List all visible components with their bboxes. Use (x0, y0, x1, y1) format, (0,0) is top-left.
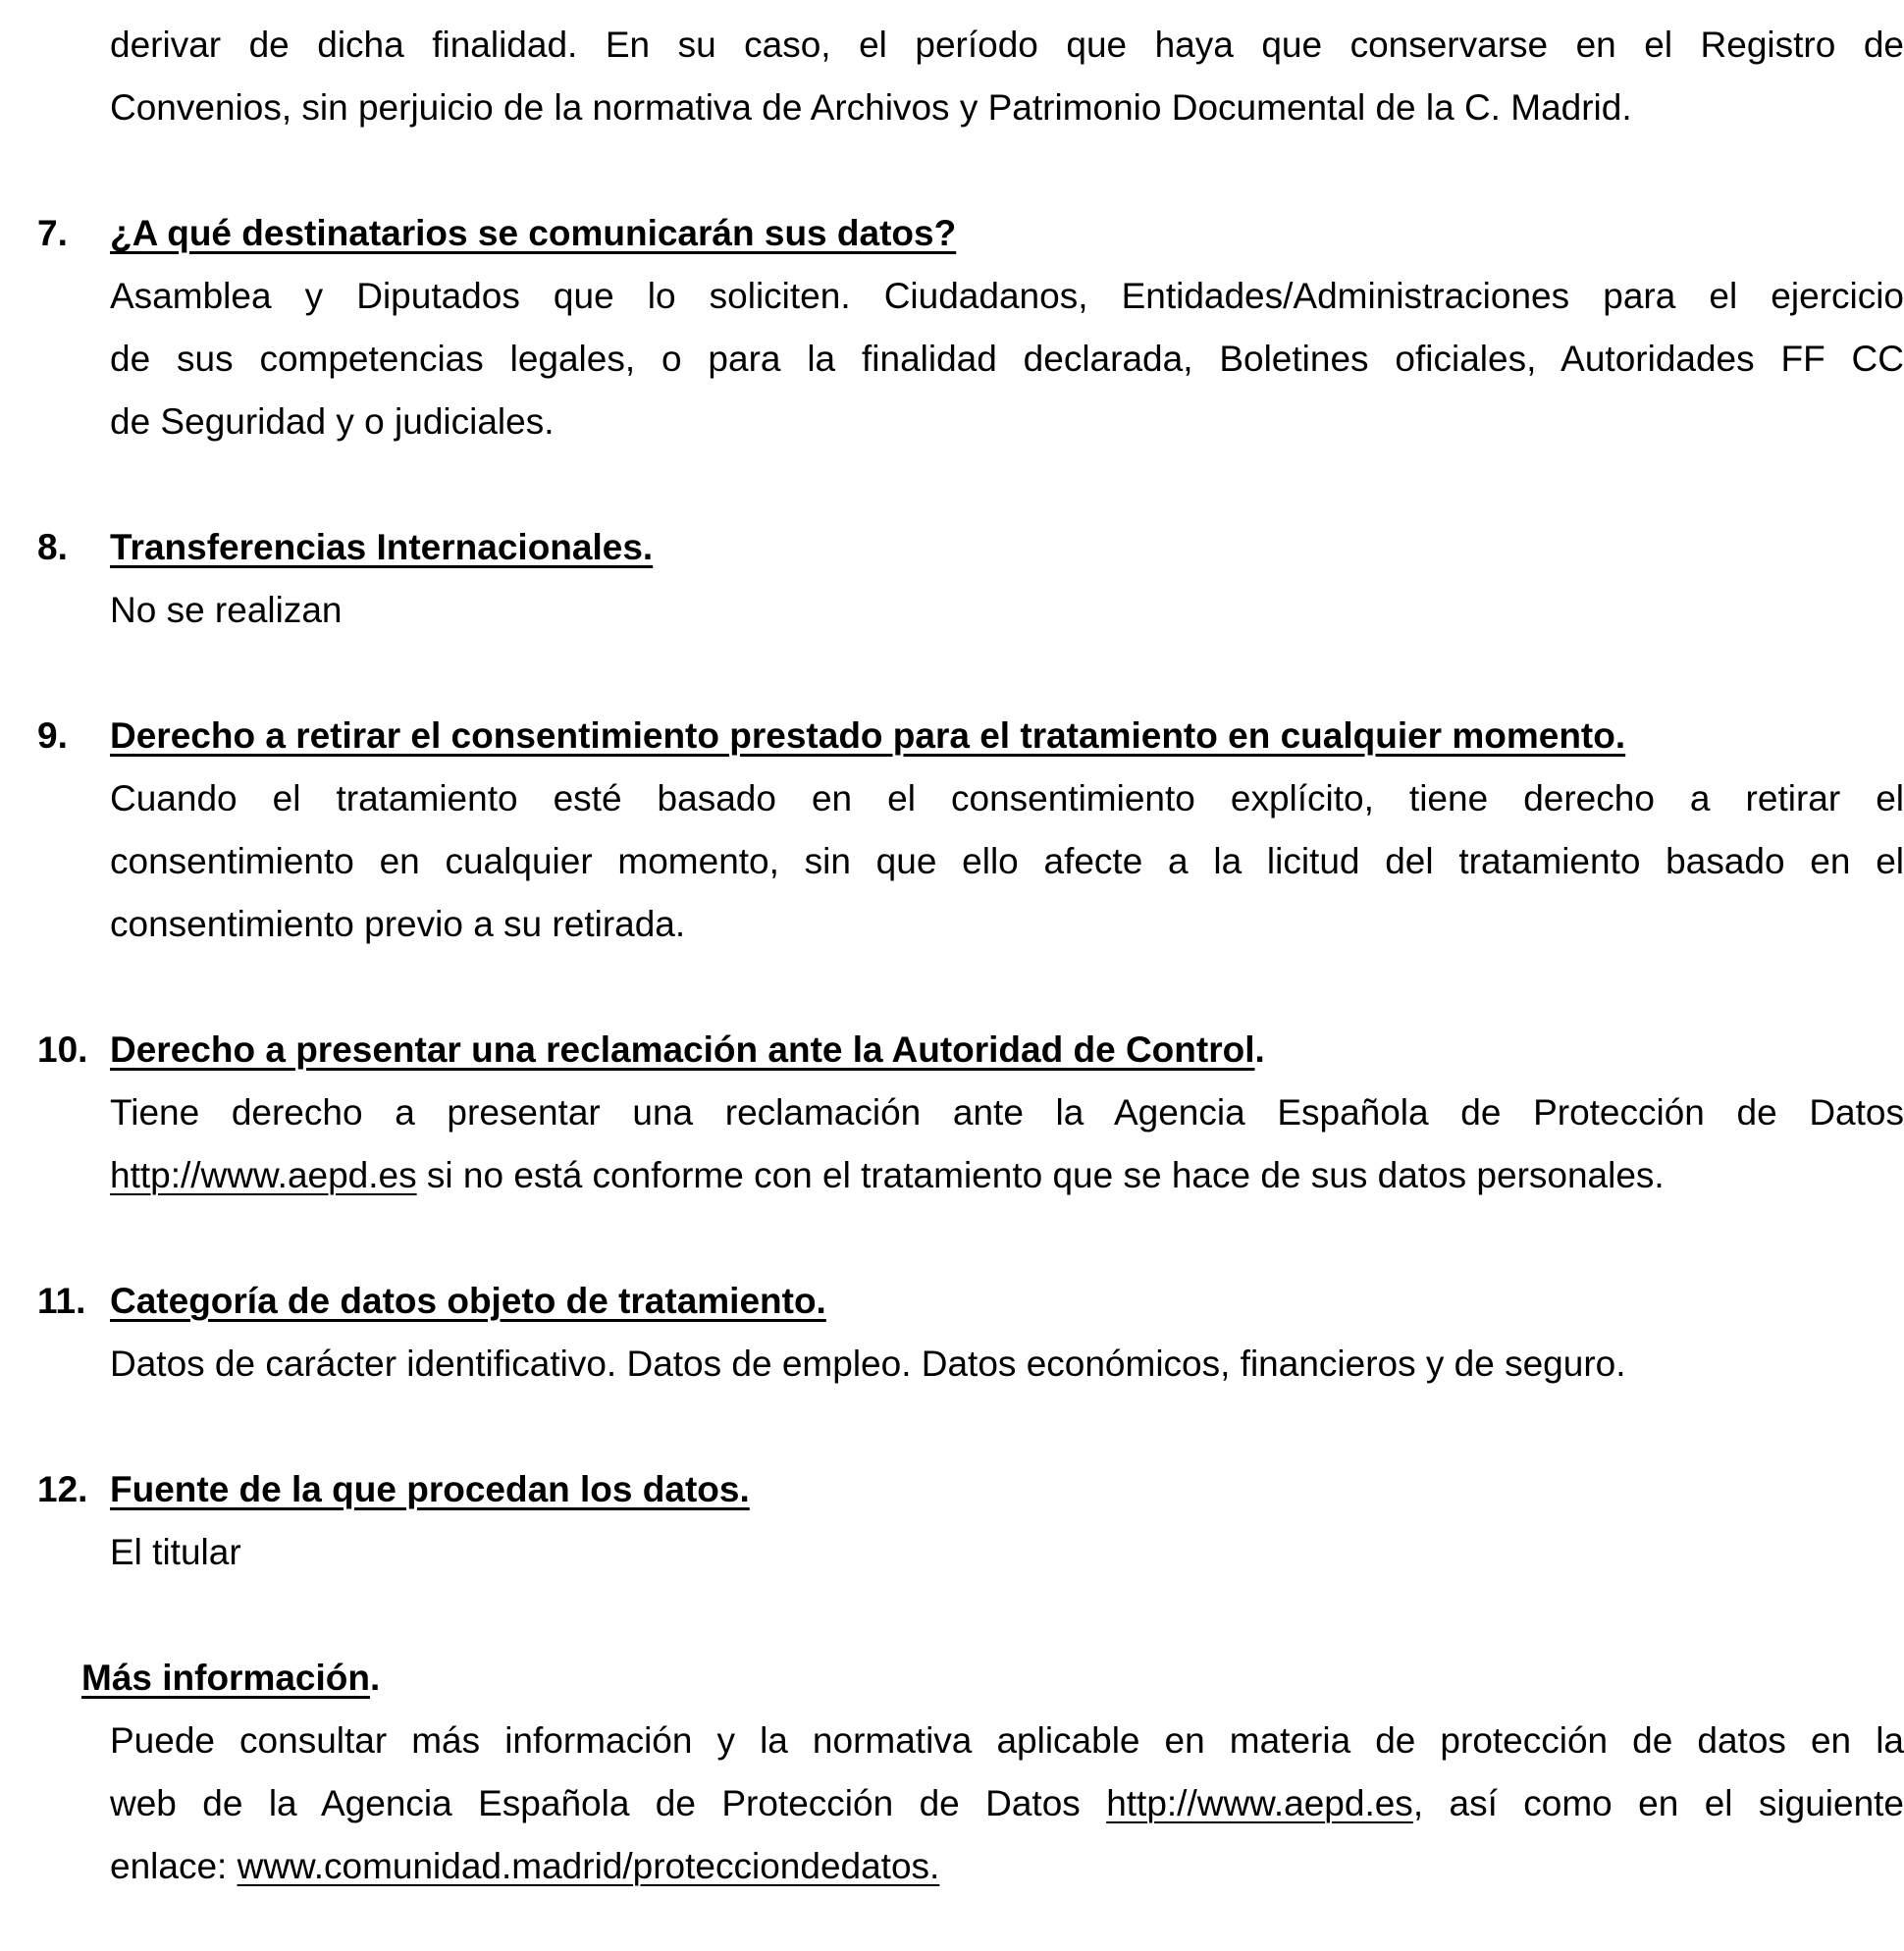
section-8-body (110, 579, 1904, 642)
section-11-number: 11. (37, 1281, 86, 1321)
section-12-title: Fuente de la que procedan los datos. (110, 1469, 750, 1509)
section-9-body (110, 767, 1904, 956)
more-info-title-suffix: . (370, 1658, 381, 1698)
section-9-title: Derecho a retirar el consentimiento prestado para el tratamiento en cualquier momento. (110, 715, 1626, 756)
more-info-line-3 (110, 1846, 939, 1886)
aepd-link[interactable]: http://www.aepd.es (110, 1155, 417, 1195)
section-11-line-1: Datos de carácter identificativo. Datos de empleo. Datos económicos, financieros y de seguro. (110, 1344, 1626, 1384)
section-11-body (110, 1333, 1904, 1396)
section-7-line-1: Asamblea y Diputados que lo soliciten. Ciudadanos, Entidades/Administraciones para el ejercicio (110, 276, 1904, 316)
section-9-line-1: Cuando el tratamiento esté basado en el consentimiento explícito, tiene derecho a retirar el (110, 778, 1904, 818)
more-info-title: Más información (81, 1658, 370, 1698)
section-9-line-2: consentimiento en cualquier momento, sin que ello afecte a la licitud del tratamiento basado en el (110, 841, 1904, 881)
section-7-line-2: de sus competencias legales, o para la finalidad declarada, Boletines oficiales, Autoridades FF CC (110, 339, 1904, 379)
section-10-title: Derecho a presentar una reclamación ante la Autoridad de Control (110, 1029, 1255, 1070)
section-12-number: 12. (37, 1469, 88, 1509)
section-7-line-3: de Seguridad y o judiciales. (110, 401, 555, 442)
section-10-line-2-rest: si no está conforme con el tratamiento que se hace de sus datos personales. (416, 1155, 1665, 1195)
section-10-heading (110, 1019, 1265, 1081)
more-info-line-3-pre: enlace: (110, 1846, 238, 1886)
section-11-title: Categoría de datos objeto de tratamiento. (110, 1281, 826, 1321)
section-8-title: Transferencias Internacionales. (110, 527, 654, 567)
section-10-line-2 (110, 1155, 1665, 1195)
section-7-number: 7. (37, 213, 68, 253)
section-12-line-1: El titular (110, 1532, 241, 1572)
section-8-number: 8. (37, 527, 68, 567)
intro-line-1: derivar de dicha finalidad. En su caso, el período que haya que conservarse en el Registro de (110, 25, 1904, 65)
section-9-line-3: consentimiento previo a su retirada. (110, 904, 686, 944)
aepd-link-2[interactable]: http://www.aepd.es (1106, 1783, 1413, 1823)
section-12-body (110, 1521, 1904, 1584)
more-info-line-2-pre: web de la Agencia Española de Protección de Datos (110, 1783, 1107, 1823)
more-info-line-2 (110, 1772, 1904, 1835)
section-10-number: 10. (37, 1029, 88, 1070)
more-info-heading (81, 1647, 380, 1710)
more-info-body (110, 1710, 1904, 1898)
intro-line-2: Convenios, sin perjuicio de la normativa de Archivos y Patrimonio Documental de la C. Madrid. (110, 87, 1632, 128)
section-10-title-suffix: . (1254, 1029, 1265, 1070)
section-8-line-1: No se realizan (110, 590, 343, 630)
section-7-body (110, 265, 1904, 453)
section-7-title: ¿A qué destinatarios se comunicarán sus datos? (110, 213, 957, 253)
section-9-number: 9. (37, 715, 68, 756)
section-10-body (110, 1081, 1904, 1207)
comunidad-madrid-link[interactable]: www.comunidad.madrid/protecciondedatos. (237, 1846, 940, 1886)
section-10-line-1: Tiene derecho a presentar una reclamación ante la Agencia Española de Protección de Datos (110, 1092, 1904, 1133)
intro-paragraph (110, 14, 1904, 139)
more-info-line-2-post: , así como en el siguiente (1412, 1783, 1904, 1823)
more-info-line-1: Puede consultar más información y la normativa aplicable en materia de protección de datos en la (110, 1720, 1904, 1761)
